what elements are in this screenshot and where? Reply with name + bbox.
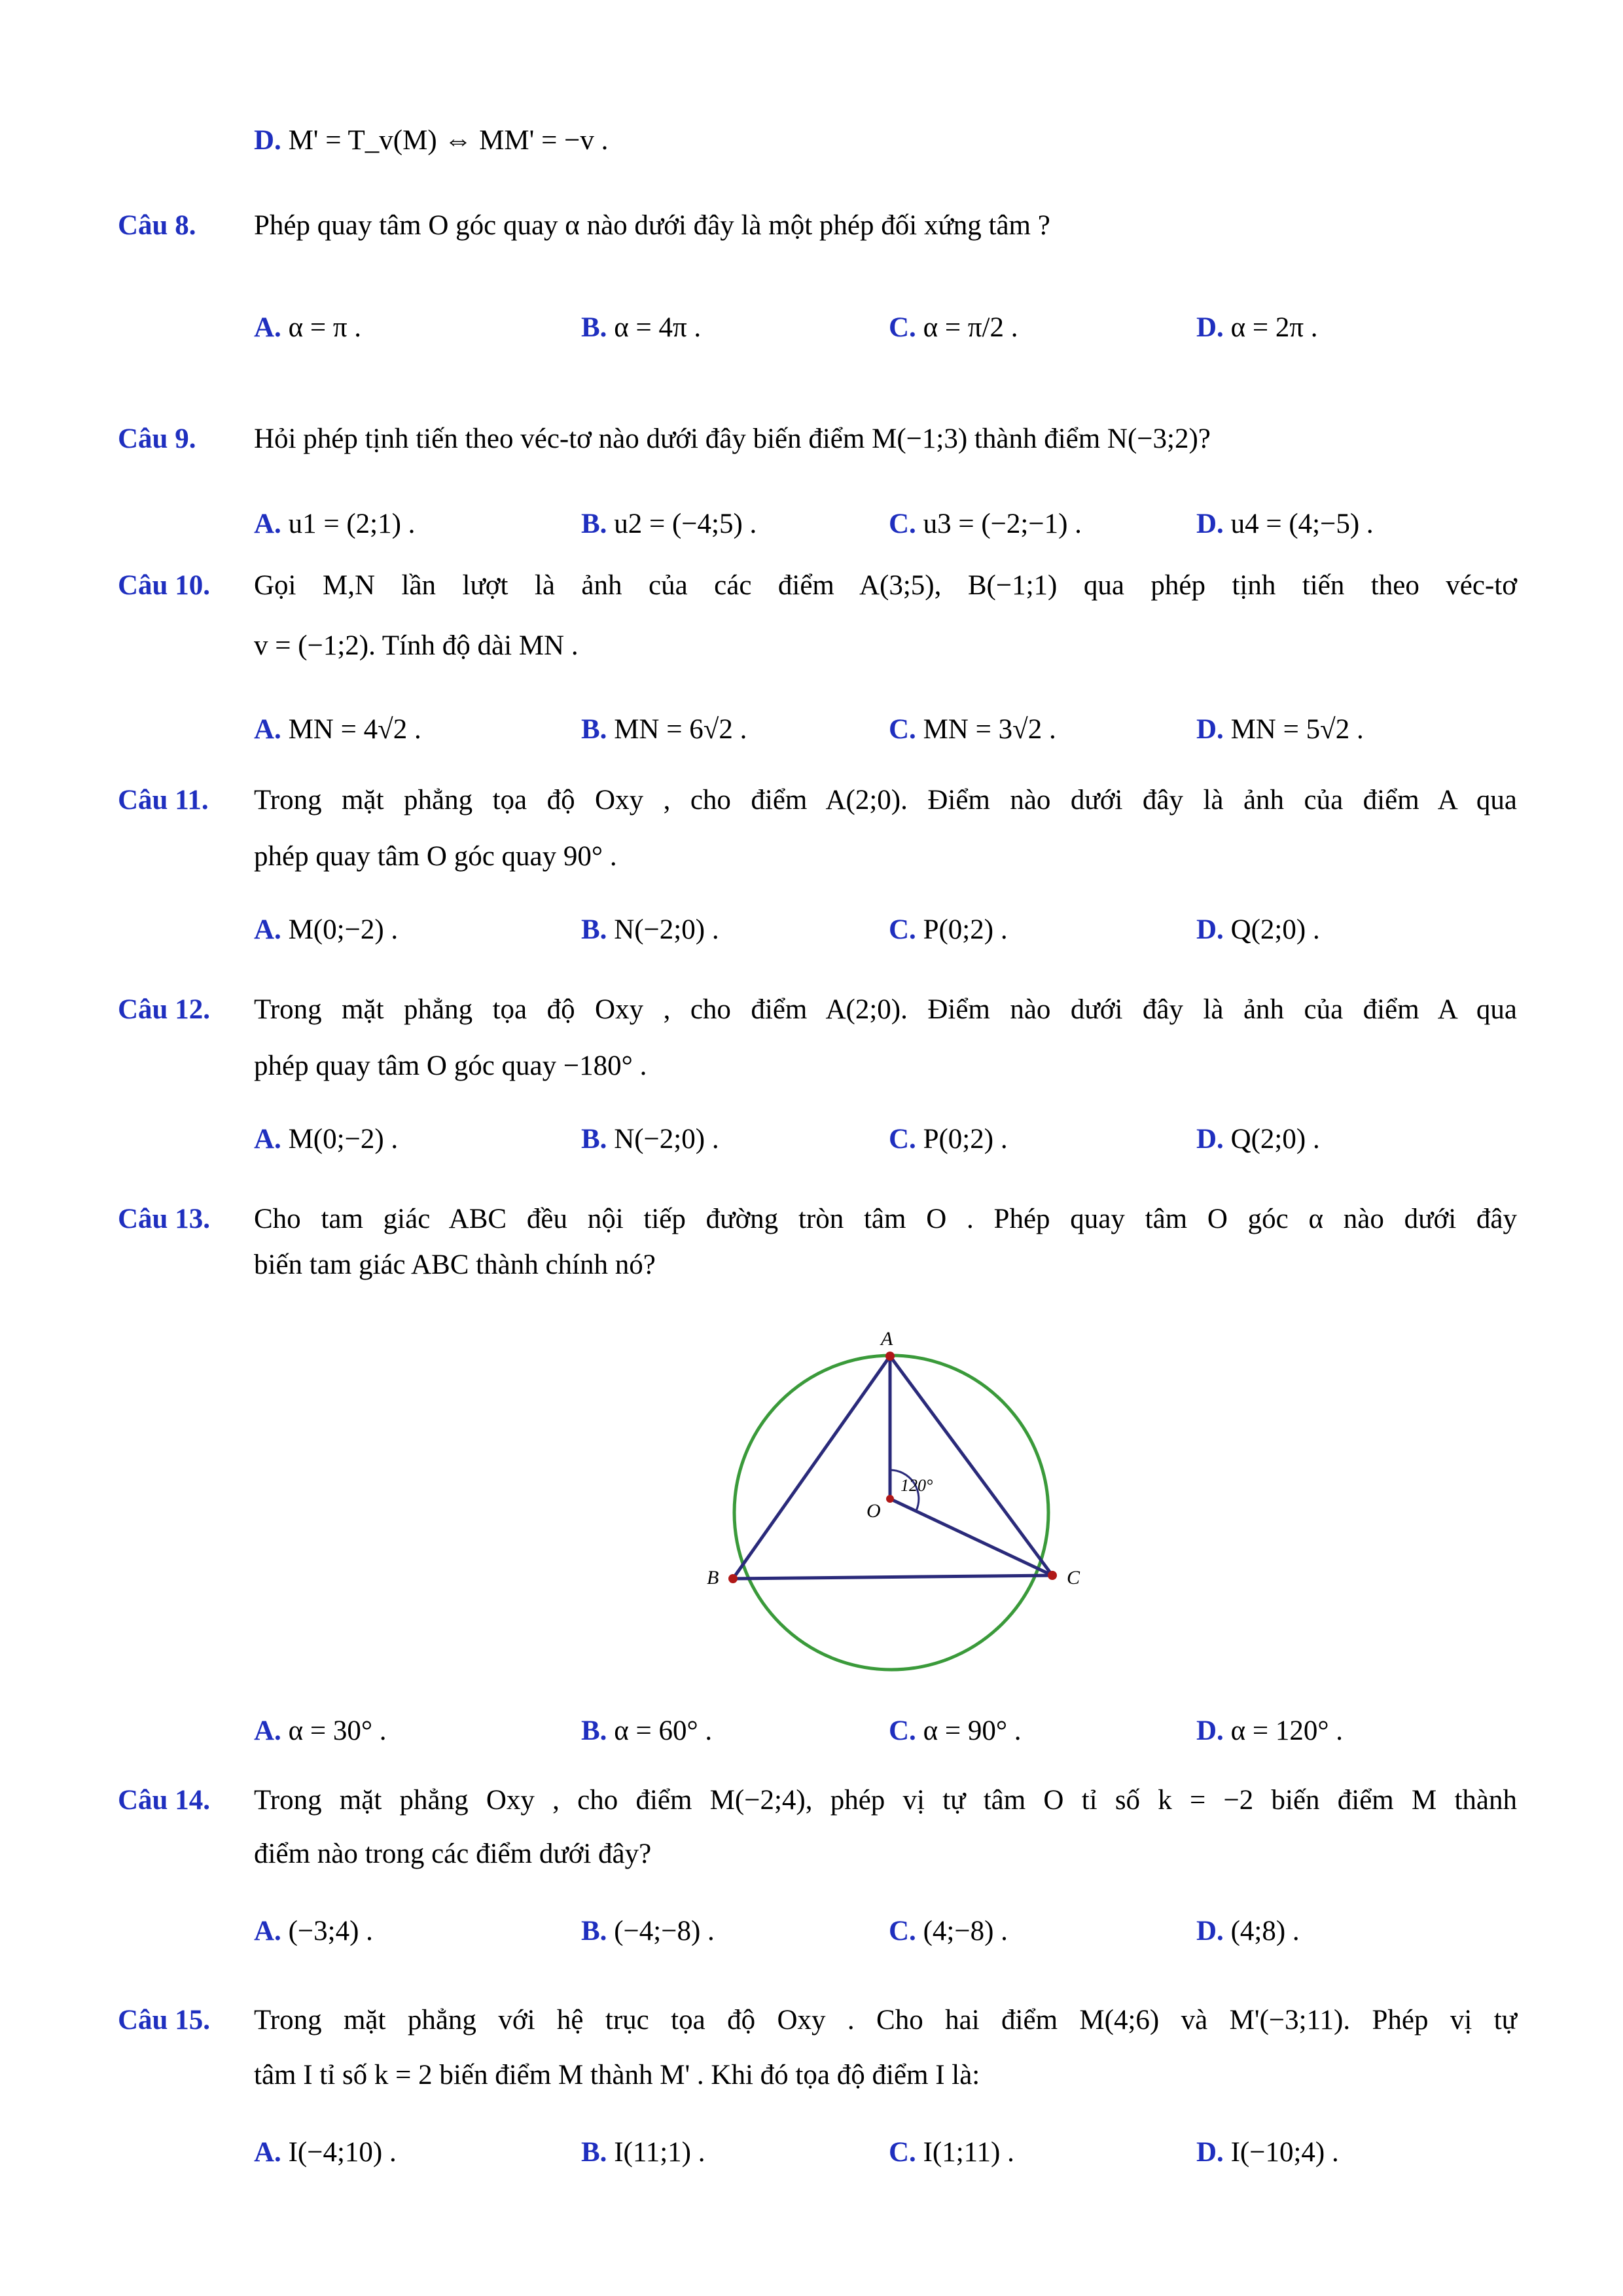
question-14-stem-line1: Trong mặt phẳng Oxy , cho điểm M(−2;4), phép vị tự tâm O tỉ số k = −2 biến điểm M thành <box>254 1785 1517 1816</box>
option-text: α = 4π . <box>614 312 702 343</box>
question-9-stem: Hỏi phép tịnh tiến theo véc-tơ nào dưới đây biến điểm M(−1;3) thành điểm N(−3;2)? <box>254 423 1211 454</box>
option-label: B. <box>581 1124 607 1155</box>
q12-option-d[interactable] <box>1196 1123 1320 1155</box>
q10-option-b[interactable] <box>581 713 747 745</box>
option-text: α = π . <box>288 312 362 343</box>
q8-option-d[interactable] <box>1196 312 1318 344</box>
option-text: α = 2π . <box>1230 312 1318 343</box>
q15-option-a[interactable] <box>254 2136 397 2168</box>
question-10-stem-line1: Gọi M,N lần lượt là ảnh của các điểm A(3;5), B(−1;1) qua phép tịnh tiến theo véc-tơ <box>254 570 1517 601</box>
option-text: MN = 4√2 . <box>288 714 421 745</box>
option-text: α = 30° . <box>288 1715 387 1746</box>
question-14-stem-line2: điểm nào trong các điểm dưới đây? <box>254 1839 652 1869</box>
segment-oc <box>890 1499 1052 1575</box>
option-label: A. <box>254 312 281 343</box>
point-a <box>885 1352 895 1361</box>
option-label: C. <box>889 312 916 343</box>
q10-option-d[interactable] <box>1196 713 1364 745</box>
q10-option-a[interactable] <box>254 713 421 745</box>
q13-option-b[interactable] <box>581 1715 712 1747</box>
option-label: B. <box>581 714 607 745</box>
label-a: A <box>881 1328 893 1350</box>
option-label: A. <box>254 714 281 745</box>
option-text: (4;−8) . <box>923 1916 1008 1946</box>
q13-option-d[interactable] <box>1196 1715 1343 1747</box>
question-12-stem-line1: Trong mặt phẳng tọa độ Oxy , cho điểm A(2;0). Điểm nào dưới đây là ảnh của điểm A qua <box>254 994 1517 1025</box>
option-label: A. <box>254 1916 281 1946</box>
q14-option-d[interactable] <box>1196 1915 1300 1947</box>
option-label: C. <box>889 1916 916 1946</box>
option-text: (−4;−8) . <box>614 1916 715 1946</box>
option-label: A. <box>254 1124 281 1155</box>
q15-option-c[interactable] <box>889 2136 1014 2168</box>
question-11-stem-line1: Trong mặt phẳng tọa độ Oxy , cho điểm A(2;0). Điểm nào dưới đây là ảnh của điểm A qua <box>254 785 1517 816</box>
q9-option-d[interactable] <box>1196 508 1374 540</box>
option-text: I(−4;10) . <box>288 2137 397 2168</box>
option-text: P(0;2) . <box>923 1124 1008 1155</box>
point-b <box>728 1574 738 1583</box>
option-label: B. <box>581 1715 607 1746</box>
option-label: D. <box>1196 1124 1224 1155</box>
option-label: A. <box>254 1715 281 1746</box>
option-text: P(0;2) . <box>923 914 1008 945</box>
option-label: D. <box>1196 1916 1224 1946</box>
option-label: C. <box>889 714 916 745</box>
option-text: (4;8) . <box>1230 1916 1300 1946</box>
q14-option-b[interactable] <box>581 1915 715 1947</box>
point-o <box>886 1495 894 1503</box>
angle-label: 120° <box>901 1476 933 1495</box>
option-label: C. <box>889 509 916 539</box>
option-label: D. <box>1196 714 1224 745</box>
option-text: (−3;4) . <box>288 1916 373 1946</box>
triangle-abc <box>733 1356 1052 1579</box>
option-label: B. <box>581 509 607 539</box>
q8-option-c[interactable] <box>889 312 1018 344</box>
q8-option-a[interactable] <box>254 312 361 344</box>
option-label: D. <box>1196 2137 1224 2168</box>
option-label: D. <box>254 125 281 156</box>
option-label: A. <box>254 2137 281 2168</box>
option-text: u4 = (4;−5) . <box>1230 509 1374 539</box>
prev-option-d <box>254 123 608 158</box>
option-text: α = 60° . <box>614 1715 713 1746</box>
question-10-stem-line2: v = (−1;2). Tính độ dài MN . <box>254 630 579 661</box>
option-label: A. <box>254 509 281 539</box>
question-8-label: Câu 8. <box>118 210 196 241</box>
option-text: I(1;11) . <box>923 2137 1014 2168</box>
option-text: MN = 3√2 . <box>923 714 1056 745</box>
question-13-stem-line2: biến tam giác ABC thành chính nó? <box>254 1249 656 1280</box>
option-label: D. <box>1196 312 1224 343</box>
question-13-stem-line1: Cho tam giác ABC đều nội tiếp đường tròn tâm O . Phép quay tâm O góc α nào dưới đây <box>254 1204 1517 1234</box>
option-label: B. <box>581 1916 607 1946</box>
q14-option-c[interactable] <box>889 1915 1008 1947</box>
option-text: u1 = (2;1) . <box>288 509 416 539</box>
q13-option-a[interactable] <box>254 1715 387 1747</box>
option-text: u3 = (−2;−1) . <box>923 509 1082 539</box>
q9-option-b[interactable] <box>581 508 757 540</box>
option-text: α = 90° . <box>923 1715 1022 1746</box>
option-text: N(−2;0) . <box>614 1124 719 1155</box>
option-text: M(0;−2) . <box>288 1124 399 1155</box>
question-13-label: Câu 13. <box>118 1204 210 1234</box>
option-text: N(−2;0) . <box>614 914 719 945</box>
option-label: C. <box>889 1124 916 1155</box>
option-label: C. <box>889 1715 916 1746</box>
question-14-label: Câu 14. <box>118 1785 210 1816</box>
question-11-label: Câu 11. <box>118 785 209 816</box>
label-o: O <box>866 1500 881 1522</box>
q11-option-c[interactable] <box>889 914 1008 946</box>
q11-option-a[interactable] <box>254 914 398 946</box>
question-15-stem-line1: Trong mặt phẳng với hệ trục tọa độ Oxy . Cho hai điểm M(4;6) và M'(−3;11). Phép vị tự <box>254 2005 1517 2036</box>
question-12-label: Câu 12. <box>118 994 210 1025</box>
q12-option-c[interactable] <box>889 1123 1008 1155</box>
option-label: D. <box>1196 914 1224 945</box>
label-c: C <box>1067 1567 1080 1588</box>
question-8-stem: Phép quay tâm O góc quay α nào dưới đây là một phép đối xứng tâm ? <box>254 210 1050 241</box>
q11-option-b[interactable] <box>581 914 719 946</box>
q12-option-b[interactable] <box>581 1123 719 1155</box>
q10-option-c[interactable] <box>889 713 1056 745</box>
question-15-label: Câu 15. <box>118 2005 210 2036</box>
option-label: B. <box>581 312 607 343</box>
q8-option-b[interactable] <box>581 312 701 344</box>
q11-option-d[interactable] <box>1196 914 1320 946</box>
option-text: I(−10;4) . <box>1230 2137 1339 2168</box>
option-label: D. <box>1196 1715 1224 1746</box>
option-text: α = 120° . <box>1230 1715 1344 1746</box>
option-text: MN = 6√2 . <box>614 714 747 745</box>
option-text: M' = T_v(M) ⇔ MM' = −v . <box>288 125 609 156</box>
option-label: B. <box>581 2137 607 2168</box>
option-label: A. <box>254 914 281 945</box>
q15-option-b[interactable] <box>581 2136 705 2168</box>
option-text: MN = 5√2 . <box>1230 714 1364 745</box>
point-c <box>1048 1571 1057 1580</box>
q14-option-a[interactable] <box>254 1915 373 1947</box>
question-11-stem-line2: phép quay tâm O góc quay 90° . <box>254 841 617 872</box>
option-label: C. <box>889 914 916 945</box>
option-text: Q(2;0) . <box>1230 914 1320 945</box>
q15-option-d[interactable] <box>1196 2136 1339 2168</box>
label-b: B <box>707 1567 719 1588</box>
option-text: Q(2;0) . <box>1230 1124 1320 1155</box>
option-label: D. <box>1196 509 1224 539</box>
q13-option-c[interactable] <box>889 1715 1022 1747</box>
q9-option-a[interactable] <box>254 508 415 540</box>
option-text: M(0;−2) . <box>288 914 399 945</box>
question-12-stem-line2: phép quay tâm O góc quay −180° . <box>254 1050 647 1081</box>
option-label: B. <box>581 914 607 945</box>
question-10-label: Câu 10. <box>118 570 210 601</box>
question-9-label: Câu 9. <box>118 423 196 454</box>
q9-option-c[interactable] <box>889 508 1082 540</box>
question-15-stem-line2: tâm I tỉ số k = 2 biến điểm M thành M' . Khi đó tọa độ điểm I là: <box>254 2060 980 2090</box>
option-label: C. <box>889 2137 916 2168</box>
q12-option-a[interactable] <box>254 1123 398 1155</box>
option-text: I(11;1) . <box>614 2137 705 2168</box>
option-text: u2 = (−4;5) . <box>614 509 757 539</box>
option-text: α = π/2 . <box>923 312 1018 343</box>
triangle-circle-figure <box>694 1316 1099 1682</box>
